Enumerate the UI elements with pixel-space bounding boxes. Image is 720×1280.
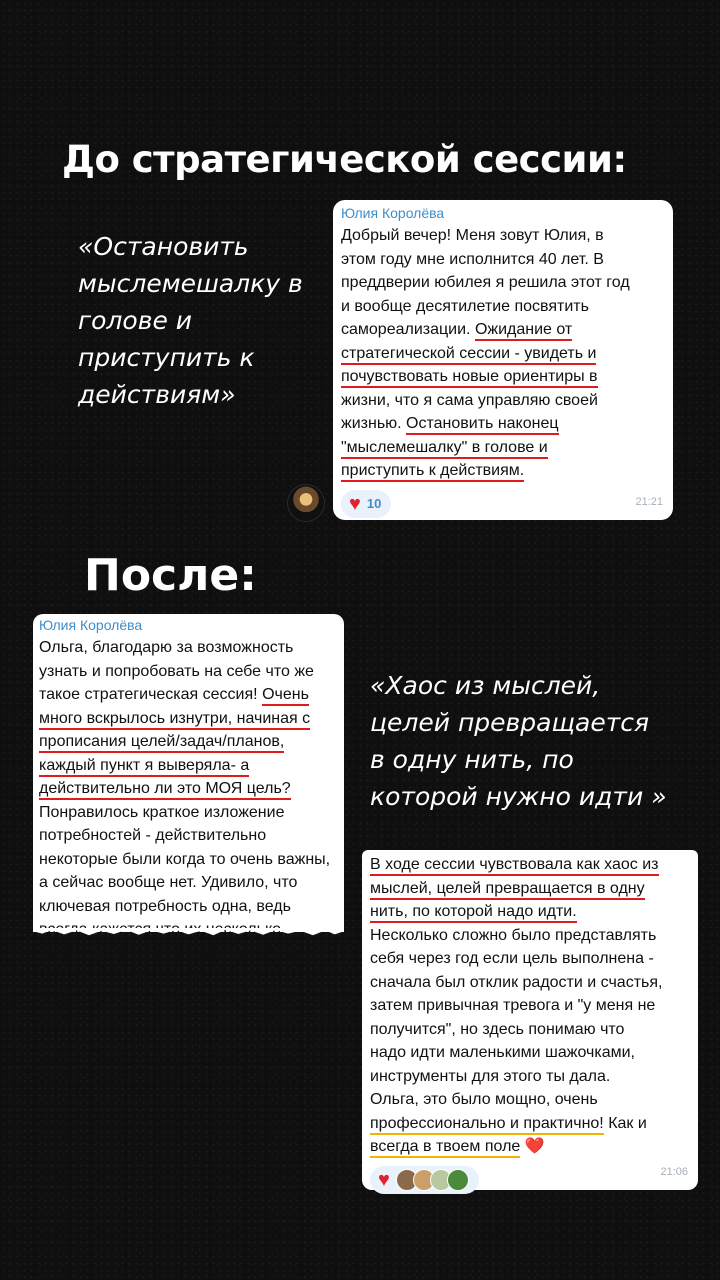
highlighted-fragment: Ожидание от <box>475 321 572 341</box>
quote-line: действиям» <box>78 380 236 409</box>
message-line: потребностей - действительно <box>39 827 267 844</box>
message-line: затем привычная тревога и "у меня не <box>370 997 656 1014</box>
message-line <box>39 707 338 731</box>
message-line <box>341 412 663 436</box>
highlighted-fragment: стратегической сессии - увидеть и <box>341 345 596 365</box>
heart-icon: ♥ <box>349 492 361 515</box>
highlighted-fragment: каждый пункт я выверяла- а <box>39 757 249 777</box>
highlighted-fragment: нить, по которой надо идти. <box>370 903 577 923</box>
message-line <box>341 318 663 342</box>
message-line <box>39 754 338 778</box>
message-bubble-before <box>333 200 673 520</box>
message-line <box>341 459 663 483</box>
highlighted-fragment: действительно ли это МОЯ цель? <box>39 780 291 800</box>
message-fragment: такое стратегическая сессия! <box>39 686 258 703</box>
message-line: а сейчас вообще нет. Удивило, что <box>39 874 298 891</box>
highlighted-fragment: В ходе сессии чувствовала как хаос из <box>370 856 659 876</box>
quote-line: голове и <box>78 306 193 335</box>
message-line <box>370 1135 690 1159</box>
highlighted-fragment: почувствовать новые ориентиры в <box>341 368 598 388</box>
quote-line: «Хаос из мыслей, <box>370 671 601 700</box>
message-line <box>370 877 690 901</box>
before-quote <box>78 228 328 413</box>
user-avatar[interactable] <box>287 484 325 522</box>
highlighted-fragment: прописания целей/задач/планов, <box>39 733 284 753</box>
highlighted-fragment: мыслей, целей превращается в одну <box>370 880 645 900</box>
message-time: 21:06 <box>660 1165 688 1178</box>
quote-line: «Остановить <box>78 232 249 261</box>
message-line: инструменты для этого ты дала. <box>370 1067 611 1085</box>
highlighted-fragment: "мыслемешалку" в голове и <box>341 439 548 459</box>
message-line: некоторые были когда то очень важны, <box>39 850 331 868</box>
highlighted-fragment: Очень <box>262 686 309 706</box>
reactor-avatars <box>396 1169 469 1191</box>
message-line: Ольга, благодарю за возможность <box>39 639 294 656</box>
message-line <box>370 853 690 877</box>
message-line <box>341 342 663 366</box>
message-line <box>341 365 663 389</box>
message-bubble-after-1 <box>33 614 344 962</box>
quote-line: которой нужно идти » <box>370 782 667 811</box>
reaction-chip[interactable] <box>341 490 391 518</box>
message-line: жизни, что я сама управляю своей <box>341 391 598 409</box>
message-line: надо идти маленькими шажочками, <box>370 1044 635 1061</box>
message-line: Ольга, это было мощно, очень <box>370 1091 598 1108</box>
message-line <box>370 1112 690 1136</box>
message-line: себя через год если цель выполнена - <box>370 950 654 967</box>
quote-line: целей превращается <box>370 708 650 737</box>
message-line: Понравилось краткое изложение <box>39 803 285 821</box>
heart-emoji: ❤️ <box>524 1138 545 1155</box>
quote-line: приступить к <box>78 343 255 372</box>
message-line <box>39 777 338 801</box>
message-line: получится", но здесь понимаю что <box>370 1020 625 1038</box>
after-quote <box>370 667 710 815</box>
highlighted-fragment: Остановить наконец <box>406 415 558 435</box>
message-line <box>39 730 338 754</box>
message-line: Несколько сложно было представлять <box>370 926 657 944</box>
sender-name[interactable]: Юлия Королёва <box>39 617 143 633</box>
highlighted-fragment: много вскрылось изнутри, начиная с <box>39 710 310 730</box>
highlighted-fragment: всегда в твоем поле <box>370 1138 520 1158</box>
reactor-avatar <box>447 1169 469 1191</box>
message-line <box>39 683 338 707</box>
message-time: 21:21 <box>635 495 663 508</box>
message-line: этом году мне исполнится 40 лет. В <box>341 250 604 268</box>
quote-line: в одну нить, по <box>370 745 574 774</box>
message-line <box>341 436 663 460</box>
after-heading: После: <box>84 550 257 601</box>
message-line: преддверии юбилея я решила этот год <box>341 274 630 291</box>
message-bubble-after-2 <box>362 850 698 1190</box>
message-line <box>370 900 690 924</box>
highlighted-fragment: приступить к действиям. <box>341 462 524 482</box>
message-line: ключевая потребность одна, ведь <box>39 897 291 915</box>
reaction-chip[interactable] <box>370 1166 479 1194</box>
message-line: сначала был отклик радости и счастья, <box>370 973 663 991</box>
message-line: Поразмыслив, я согласилась с этим. <box>39 944 313 962</box>
message-line: и вообще десятилетие посвятить <box>341 297 589 315</box>
message-fragment: Как и <box>603 1114 647 1132</box>
highlighted-fragment: профессионально и практично! <box>370 1115 604 1135</box>
message-line: узнать и попробовать на себе что же <box>39 662 314 680</box>
heart-icon: ♥ <box>378 1168 390 1191</box>
message-line: Добрый вечер! Меня зовут Юлия, в <box>341 227 604 244</box>
message-fragment: самореализации. <box>341 321 471 338</box>
sender-name[interactable]: Юлия Королёва <box>341 205 445 221</box>
reaction-count: 10 <box>366 495 382 511</box>
before-heading: До стратегической сессии: <box>62 138 627 181</box>
quote-line: мыслемешалку в <box>78 269 303 298</box>
message-fragment: жизнью. <box>341 415 402 432</box>
